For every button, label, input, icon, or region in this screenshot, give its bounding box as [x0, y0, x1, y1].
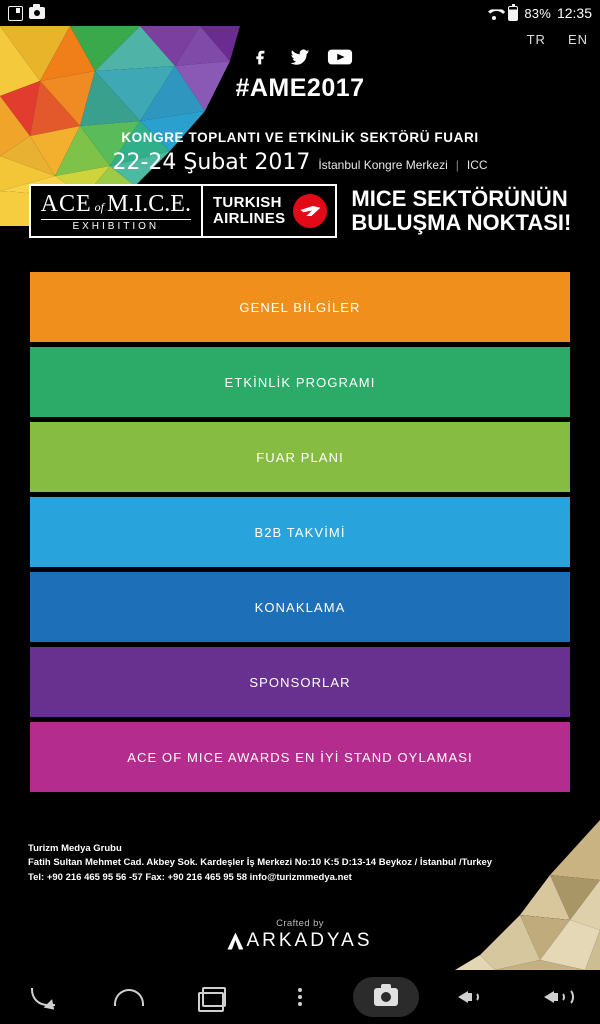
menu-item-sponsorlar[interactable]: SPONSORLAR — [30, 647, 570, 717]
volume-down-button[interactable] — [436, 970, 506, 1024]
menu-item-b2b-takvimi[interactable]: B2B TAKVİMİ — [30, 497, 570, 567]
footer-company: Turizm Medya Grubu — [28, 843, 122, 854]
ace-logo-exhibition: EXHIBITION — [41, 219, 191, 232]
venue-separator: | — [455, 158, 459, 172]
recent-apps-button[interactable] — [179, 970, 249, 1024]
footer-phone: Tel: +90 216 465 95 56 -57 Fax: +90 216 465 95 58 info@turizmmedya.net — [28, 871, 352, 883]
thy-line2: AIRLINES — [212, 210, 286, 227]
battery-icon — [508, 6, 518, 21]
volume-down-icon — [458, 987, 484, 1007]
logo-row — [0, 184, 600, 238]
volume-up-icon — [544, 987, 570, 1007]
turkish-airlines-logo — [203, 184, 337, 238]
language-switcher[interactable] — [527, 32, 588, 47]
back-icon — [31, 988, 55, 1006]
event-date: 22-24 Şubat 2017 — [112, 150, 311, 175]
event-venue-short: ICC — [466, 158, 488, 172]
footer-address: Fatih Sultan Mehmet Cad. Akbey Sok. Kardeşler İş Merkezi No:10 K:5 D:13-14 Beykoz / İstanbul /Turkey — [28, 857, 493, 869]
hashtag: #AME2017 — [235, 74, 365, 102]
ace-logo-row — [41, 191, 191, 218]
recent-apps-icon — [202, 987, 226, 1007]
lang-tr[interactable]: TR — [526, 32, 546, 47]
battery-percent: 83% — [524, 5, 551, 21]
twitter-icon[interactable] — [287, 46, 313, 68]
camera-icon — [29, 7, 45, 19]
arkadyas-logo — [227, 930, 372, 952]
slogan-line1: MICE SEKTÖRÜNÜN — [351, 185, 568, 211]
volume-up-button[interactable] — [522, 970, 592, 1024]
slogan-line2: BULUŞMA NOKTASI! — [351, 210, 572, 235]
sd-card-icon — [8, 6, 23, 21]
date-venue-line — [0, 150, 600, 175]
ace-logo-ace: ACE — [40, 191, 92, 217]
menu-item-fuar-plani[interactable]: FUAR PLANI — [30, 422, 570, 492]
overflow-menu-icon — [298, 988, 302, 1006]
clock: 12:35 — [556, 5, 592, 21]
menu-item-genel-bilgiler[interactable]: GENEL BİLGİLER — [30, 272, 570, 342]
menu-item-konaklama[interactable]: KONAKLAMA — [30, 572, 570, 642]
fair-title: KONGRE TOPLANTI VE ETKİNLİK SEKTÖRÜ FUARI — [121, 130, 479, 145]
thy-text — [213, 195, 285, 227]
main-menu — [0, 266, 600, 792]
logo-group — [29, 184, 338, 238]
crafted-by-block — [0, 918, 600, 952]
event-venue: İstanbul Kongre Merkezi — [318, 158, 448, 172]
menu-item-awards-oylamasi[interactable]: ACE OF MICE AWARDS EN İYİ STAND OYLAMASI — [30, 722, 570, 792]
social-links — [0, 46, 600, 68]
status-bar — [0, 0, 600, 26]
header — [0, 26, 600, 266]
footer-contact — [28, 842, 492, 885]
camera-shutter-icon — [353, 977, 419, 1017]
home-icon — [114, 989, 144, 1006]
lang-en[interactable]: EN — [567, 32, 588, 47]
arkadyas-name: ARKADYAS — [246, 930, 373, 951]
ace-of-mice-logo — [29, 184, 203, 238]
status-bar-left — [8, 6, 45, 21]
thy-line1: TURKISH — [212, 194, 282, 212]
status-bar-right — [485, 5, 592, 21]
back-button[interactable] — [8, 970, 78, 1024]
wifi-icon — [485, 7, 502, 20]
ace-logo-of: of — [94, 200, 104, 214]
camera-shutter-button[interactable] — [351, 970, 421, 1024]
footer — [0, 820, 600, 970]
home-button[interactable] — [94, 970, 164, 1024]
crafted-by-label: Crafted by — [276, 918, 324, 929]
slogan — [351, 187, 571, 235]
facebook-icon[interactable] — [247, 46, 273, 68]
arkadyas-mark-icon — [227, 933, 243, 950]
youtube-icon[interactable] — [327, 46, 353, 68]
ace-logo-mice: M.I.C.E. — [106, 191, 191, 217]
menu-item-etkinlik-programi[interactable]: ETKİNLİK PROGRAMI — [30, 347, 570, 417]
system-navigation-bar — [0, 970, 600, 1024]
overflow-menu-button[interactable] — [265, 970, 335, 1024]
thy-bird-icon — [293, 194, 327, 228]
